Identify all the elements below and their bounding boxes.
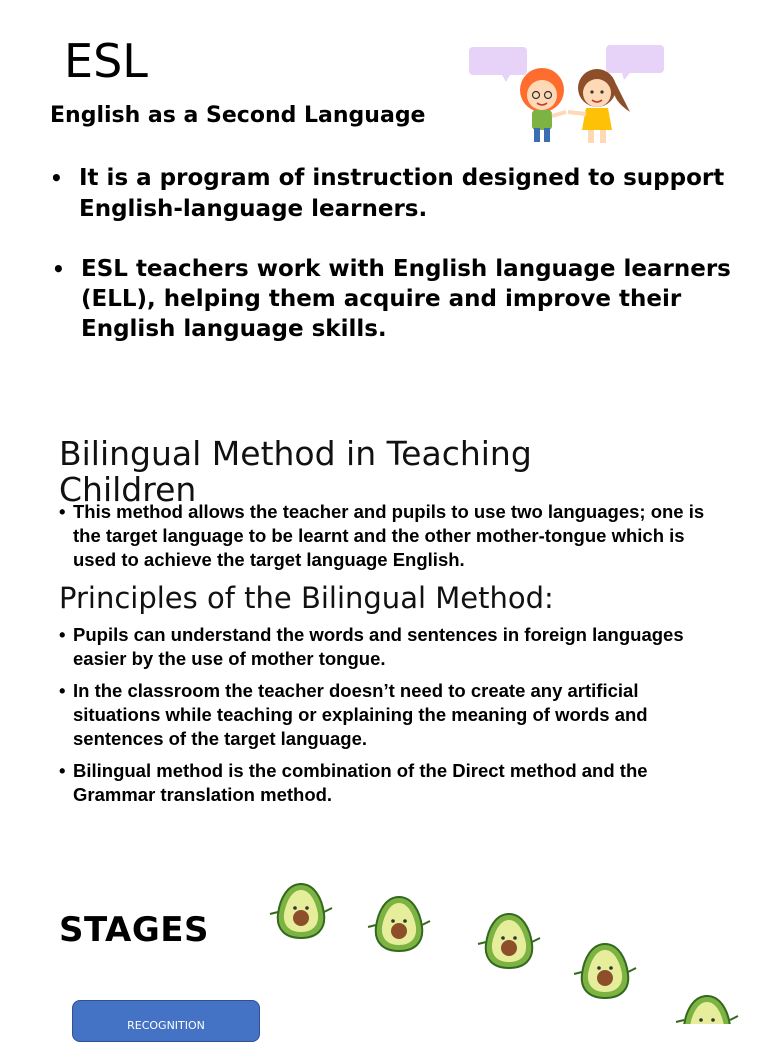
boy-icon [520, 68, 566, 142]
girl-icon [568, 69, 630, 143]
bullet-icon: • [52, 257, 65, 281]
intro-bullet-text: It is a program of instruction designed to support English-language learners. [79, 165, 725, 222]
avocado-icon [570, 940, 640, 1002]
bilingual-definition: • This method allows the teacher and pupils to use two languages; one is the target language to be learnt and the other mother-tongue which is used to achieve the target language English. [59, 500, 729, 572]
page-subtitle: English as a Second Language [50, 103, 426, 128]
intro-bullet [50, 163, 730, 225]
page-title: ESL [64, 34, 148, 88]
avocado-icon [266, 880, 336, 942]
intro-bullet-text: ESL teachers work with English language learners (ELL), helping them acquire and improve their English language skills. [81, 256, 731, 342]
principles-list [59, 623, 729, 815]
principle-item: • Bilingual method is the combination of the Direct method and the Grammar translation method. [59, 759, 729, 807]
avocado-icon [474, 910, 544, 972]
avocado-icon [364, 893, 434, 955]
principle-item: • In the classroom the teacher doesn’t need to create any artificial situations while teaching or explaining the meaning of words and sentences of the target language. [59, 679, 729, 751]
bilingual-heading: Bilingual Method in Teaching Children [59, 434, 532, 509]
speech-bubble-left-icon [469, 47, 527, 82]
intro-bullet [52, 254, 732, 344]
stages-heading: STAGES [59, 910, 209, 950]
speech-bubble-right-icon [606, 45, 664, 80]
principle-item: • Pupils can understand the words and sentences in foreign languages easier by the use of mother tongue. [59, 623, 729, 671]
kids-talking-illustration [462, 40, 672, 150]
avocado-icon [672, 992, 742, 1024]
stage-box [72, 1000, 260, 1042]
bullet-icon: • [50, 166, 63, 190]
principles-heading: Principles of the Bilingual Method: [59, 581, 554, 615]
stage-label: RECOGNITION [127, 1019, 205, 1032]
bilingual-definition-list [59, 500, 729, 572]
